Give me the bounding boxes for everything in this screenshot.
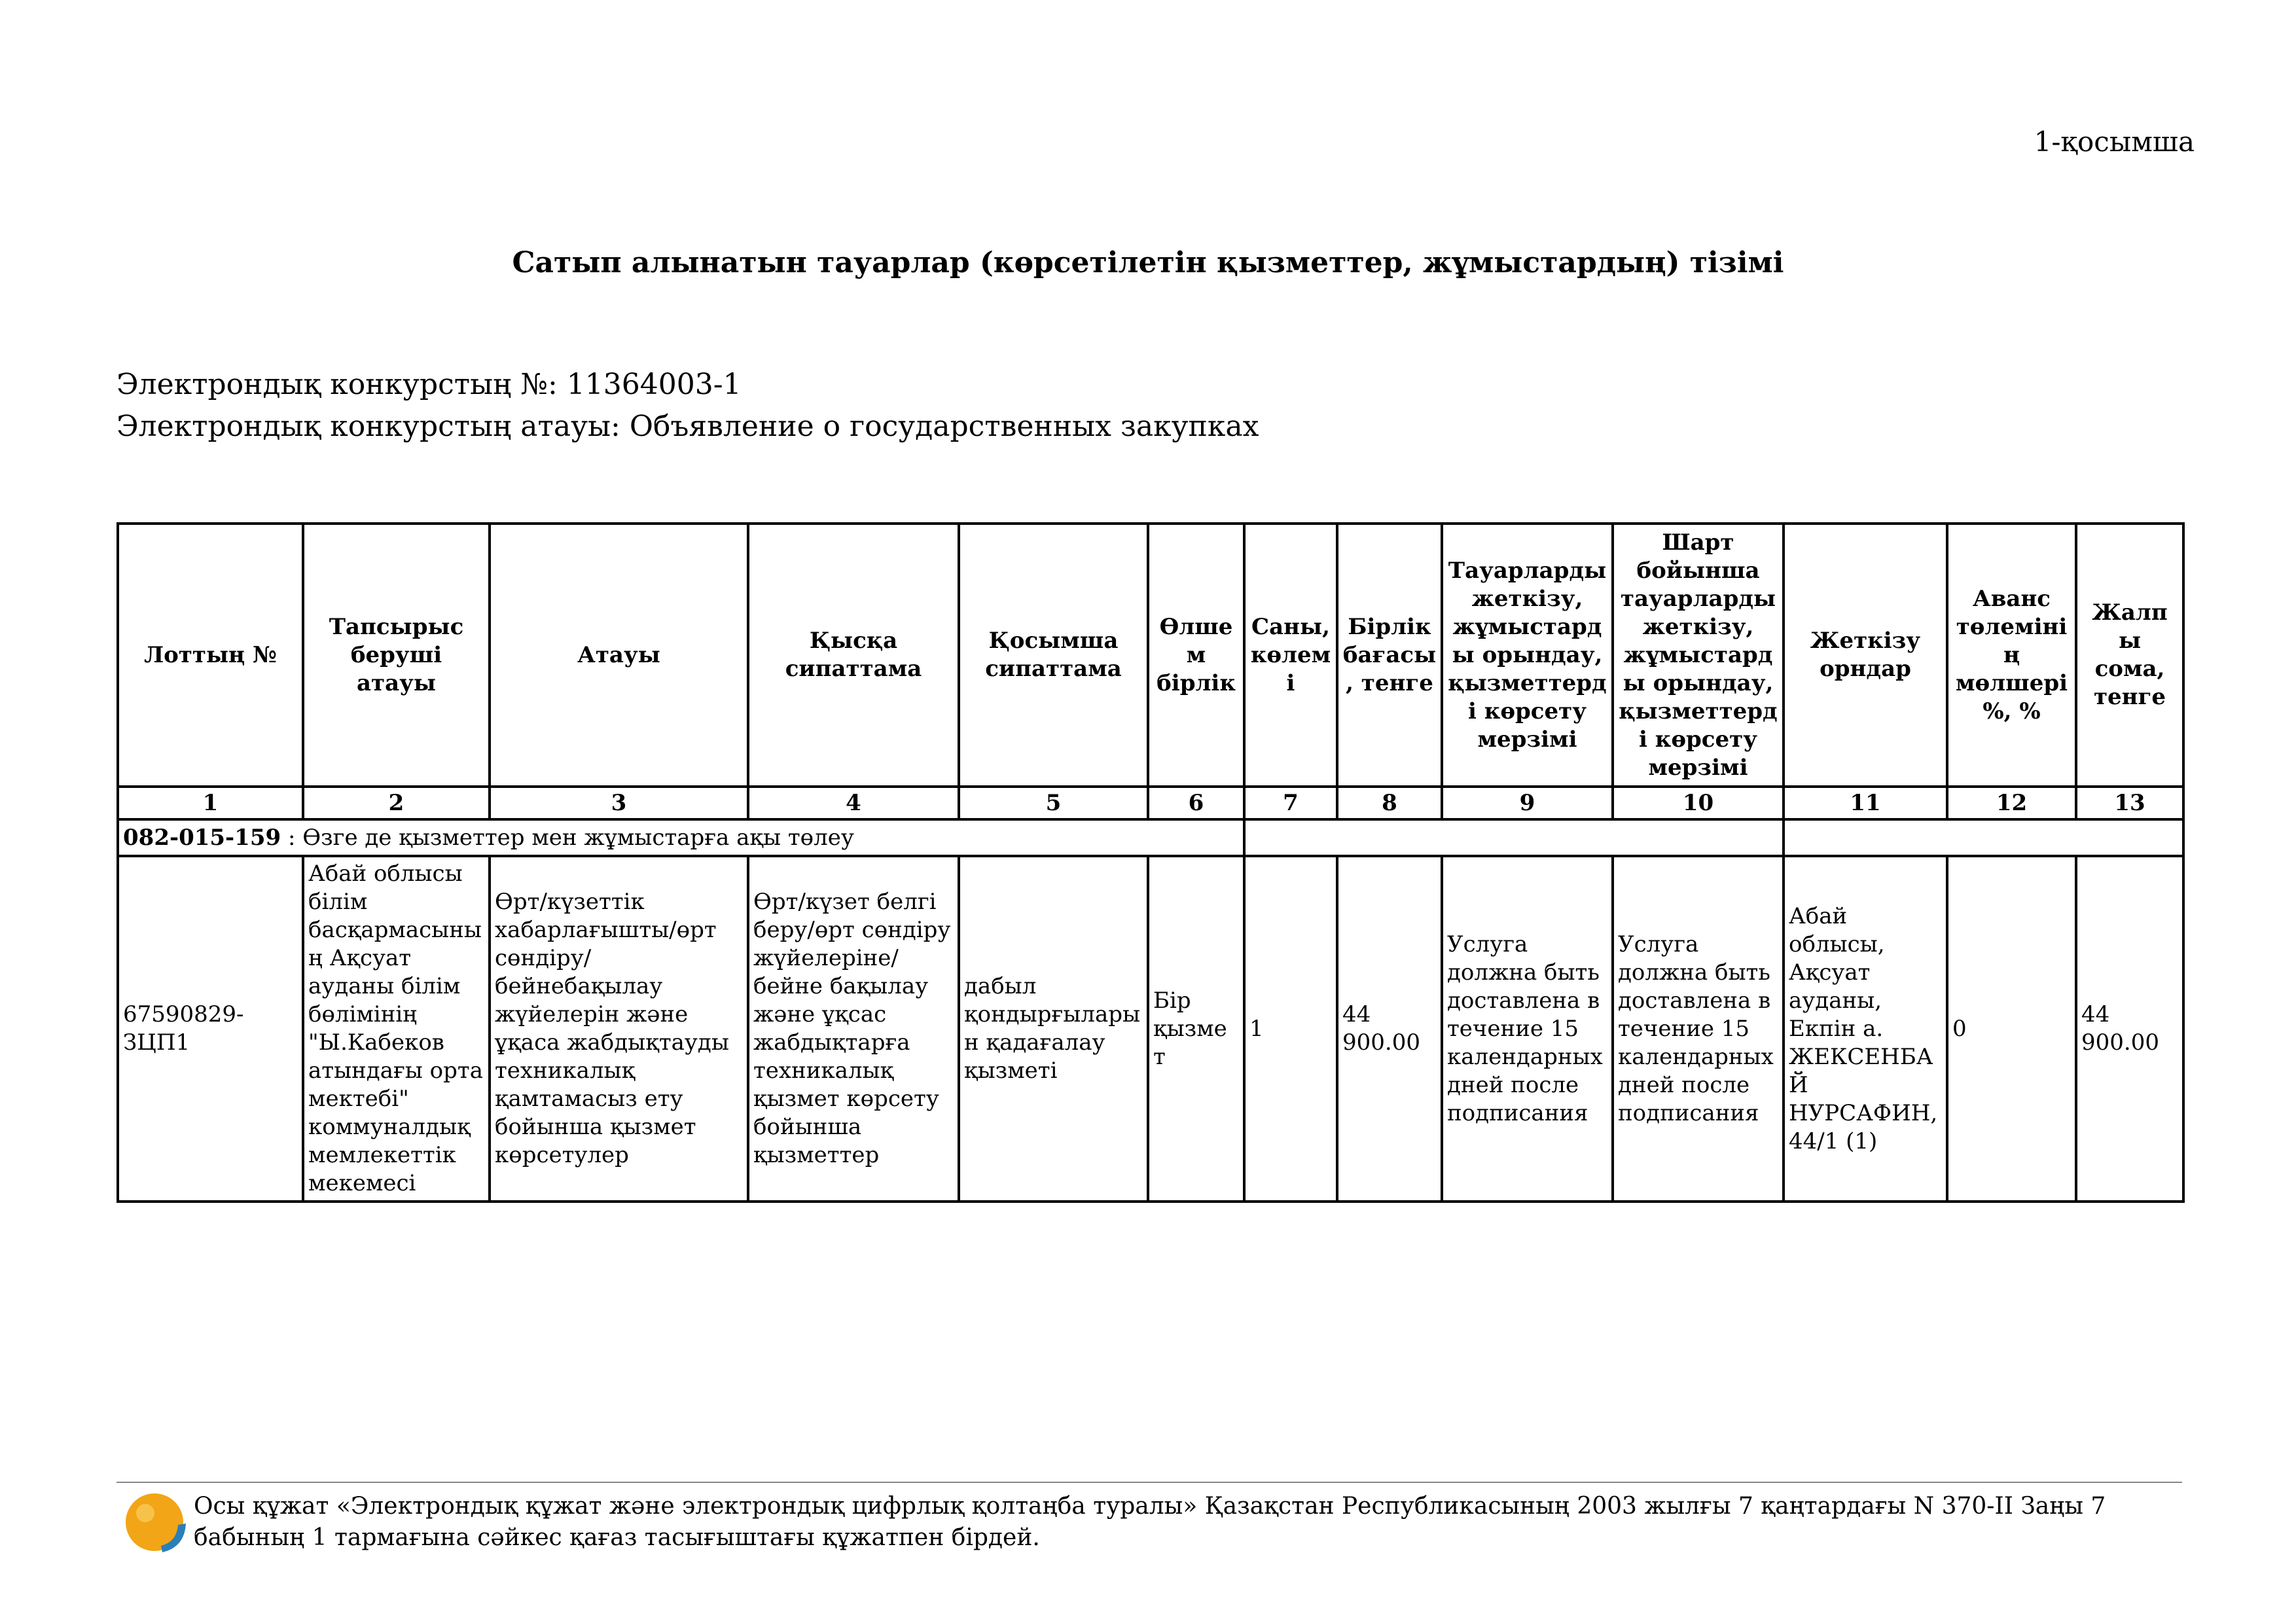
header-delivery-place: Жеткізу орндар <box>1784 524 1947 787</box>
column-number: 5 <box>959 787 1148 819</box>
column-number: 2 <box>303 787 490 819</box>
column-number: 3 <box>490 787 748 819</box>
header-name: Атауы <box>490 524 748 787</box>
cell-unit: Бір қызмет <box>1148 856 1244 1202</box>
annex-label: 1-қосымша <box>2034 126 2195 158</box>
cell-unit-price: 44 900.00 <box>1337 856 1442 1202</box>
column-number-row <box>118 787 2183 819</box>
column-number: 12 <box>1947 787 2076 819</box>
header-customer: Тапсырыс беруші атауы <box>303 524 490 787</box>
competition-name-line <box>117 406 1259 448</box>
header-contract-term: Шарт бойынша тауарларды жеткізу, жұмыстарды орындау, қызметтерді көрсету мерзімі <box>1613 524 1784 787</box>
header-delivery-term: Тауарларды жеткізу, жұмыстарды орындау, қызметтерді көрсету мерзімі <box>1442 524 1613 787</box>
column-number: 13 <box>2076 787 2183 819</box>
table-header-row <box>118 524 2183 787</box>
cell-customer: Абай облысы білім басқармасының Ақсуат ауданы білім бөлімінің "Ы.Кабеков атындағы орта мектебі" коммуналдық мемлекеттік мекемесі <box>303 856 490 1202</box>
column-number: 4 <box>748 787 959 819</box>
header-total: Жалпы сома, тенге <box>2076 524 2183 787</box>
cell-advance: 0 <box>1947 856 2076 1202</box>
budget-code: 082-015-159 <box>123 824 281 851</box>
budget-description: : Өзге де қызметтер мен жұмыстарға ақы төлеу <box>281 824 854 851</box>
competition-info <box>117 364 1259 448</box>
column-number: 1 <box>118 787 303 819</box>
column-number: 8 <box>1337 787 1442 819</box>
cell-contract-term: Услуга должна быть доставлена в течение 15 календарных дней после подписания <box>1613 856 1784 1202</box>
budget-group-row <box>118 819 2183 856</box>
column-number: 7 <box>1244 787 1337 819</box>
header-advance: Аванс төлемінің мөлшері %, % <box>1947 524 2076 787</box>
table-row <box>118 856 2183 1202</box>
seal-highlight-shape <box>136 1504 154 1522</box>
column-number: 11 <box>1784 787 1947 819</box>
column-number: 6 <box>1148 787 1244 819</box>
cell-delivery-term: Услуга должна быть доставлена в течение 15 календарных дней после подписания <box>1442 856 1613 1202</box>
competition-name-value: Объявление о государственных закупках <box>629 410 1259 443</box>
header-lot-number: Лоттың № <box>118 524 303 787</box>
cell-total: 44 900.00 <box>2076 856 2183 1202</box>
header-unit: Өлшем бірлік <box>1148 524 1244 787</box>
budget-group-cell <box>118 819 1244 856</box>
competition-number-value: 11364003-1 <box>566 368 742 401</box>
cell-short-description: Өрт/күзет белгі беру/өрт сөндіру жүйелеріне/бейне бақылау және ұқсас жабдықтарға техникалық қызмет көрсету бойынша қызметтер <box>748 856 959 1202</box>
group-empty-cell <box>1784 819 2183 856</box>
cell-quantity: 1 <box>1244 856 1337 1202</box>
document-title: Сатып алынатын тауарлар (көрсетілетін қызметтер, жұмыстардың) тізімі <box>512 246 1784 279</box>
competition-number-line <box>117 364 1259 406</box>
competition-name-label: Электрондық конкурстың атауы: <box>117 410 620 443</box>
egov-seal-icon <box>122 1489 187 1555</box>
competition-number-label: Электрондық конкурстың №: <box>117 368 558 401</box>
column-number: 10 <box>1613 787 1784 819</box>
lots-table <box>117 522 2185 1203</box>
column-number: 9 <box>1442 787 1613 819</box>
cell-extra-description: дабыл қондырғыларын қадағалау қызметі <box>959 856 1148 1202</box>
footer-legal-note: Осы құжат «Электрондық құжат және электрондық цифрлық қолтаңба туралы» Қазақстан Республикасының 2003 жылғы 7 қаңтардағы N 370-II Заңы 7 бабының 1 тармағына сәйкес қағаз тасығыштағы құжатпен бірдей. <box>194 1493 2106 1551</box>
footer-divider <box>117 1482 2182 1483</box>
header-short-description: Қысқа сипаттама <box>748 524 959 787</box>
header-unit-price: Бірлік бағасы, тенге <box>1337 524 1442 787</box>
group-empty-cell <box>1244 819 1784 856</box>
cell-delivery-place: Абай облысы, Ақсуат ауданы, Екпін а. ЖЕКСЕНБАЙ НУРСАФИН, 44/1 (1) <box>1784 856 1947 1202</box>
cell-name: Өрт/күзеттік хабарлағышты/өрт сөндіру/бейнебақылау жүйелерін және ұқаса жабдықтауды техникалық қамтамасыз ету бойынша қызмет көрсетулер <box>490 856 748 1202</box>
header-quantity: Саны, көлемі <box>1244 524 1337 787</box>
header-extra-description: Қосымша сипаттама <box>959 524 1148 787</box>
cell-lot-number: 67590829-ЗЦП1 <box>118 856 303 1202</box>
